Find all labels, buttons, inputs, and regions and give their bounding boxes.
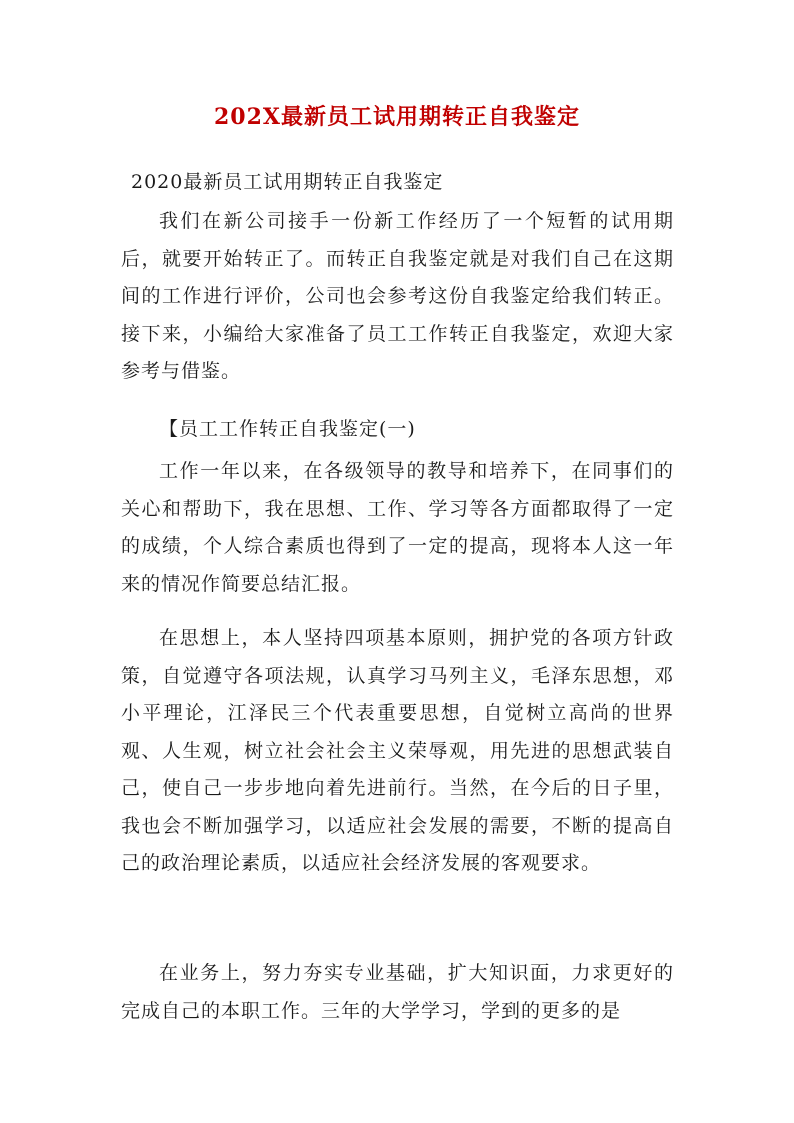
body-paragraph-work: 在业务上，努力夯实专业基础，扩大知识面，力求更好的完成自己的本职工作。三年的大学学习，学到的更多的是 [121,962,674,1022]
intro-paragraph: 我们在新公司接手一份新工作经历了一个短暂的试用期后，就要开始转正了。而转正自我鉴定就是对我们自己在这期间的工作进行评价，公司也会参考这份自我鉴定给我们转正。接下来，小编给大家准备了员工工作转正自我鉴定，欢迎大家参考与借鉴。 [121,210,674,382]
body-paragraph-summary: 工作一年以来，在各级领导的教导和培养下，在同事们的关心和帮助下，我在思想、工作、学习等各方面都取得了一定的成绩，个人综合素质也得到了一定的提高，现将本人这一年来的情况作简要总结汇报。 [121,460,674,595]
body-paragraph-ideology: 在思想上，本人坚持四项基本原则，拥护党的各项方针政策，自觉遵守各项法规，认真学习马列主义，毛泽东思想，邓小平理论，江泽民三个代表重要思想，自觉树立高尚的世界观、人生观，树立社会社会主义荣辱观，用先进的思想武装自己，使自己一步步地向着先进前行。当然，在今后的日子里，我也会不断加强学习，以适应社会发展的需要，不断的提高自己的政治理论素质，以适应社会经济发展的客观要求。 [121,627,674,874]
section-heading: 【员工工作转正自我鉴定(一) [159,418,416,440]
document-title: 202X最新员工试用期转正自我鉴定 [214,104,580,130]
document-subtitle: 2020最新员工试用期转正自我鉴定 [131,171,444,193]
